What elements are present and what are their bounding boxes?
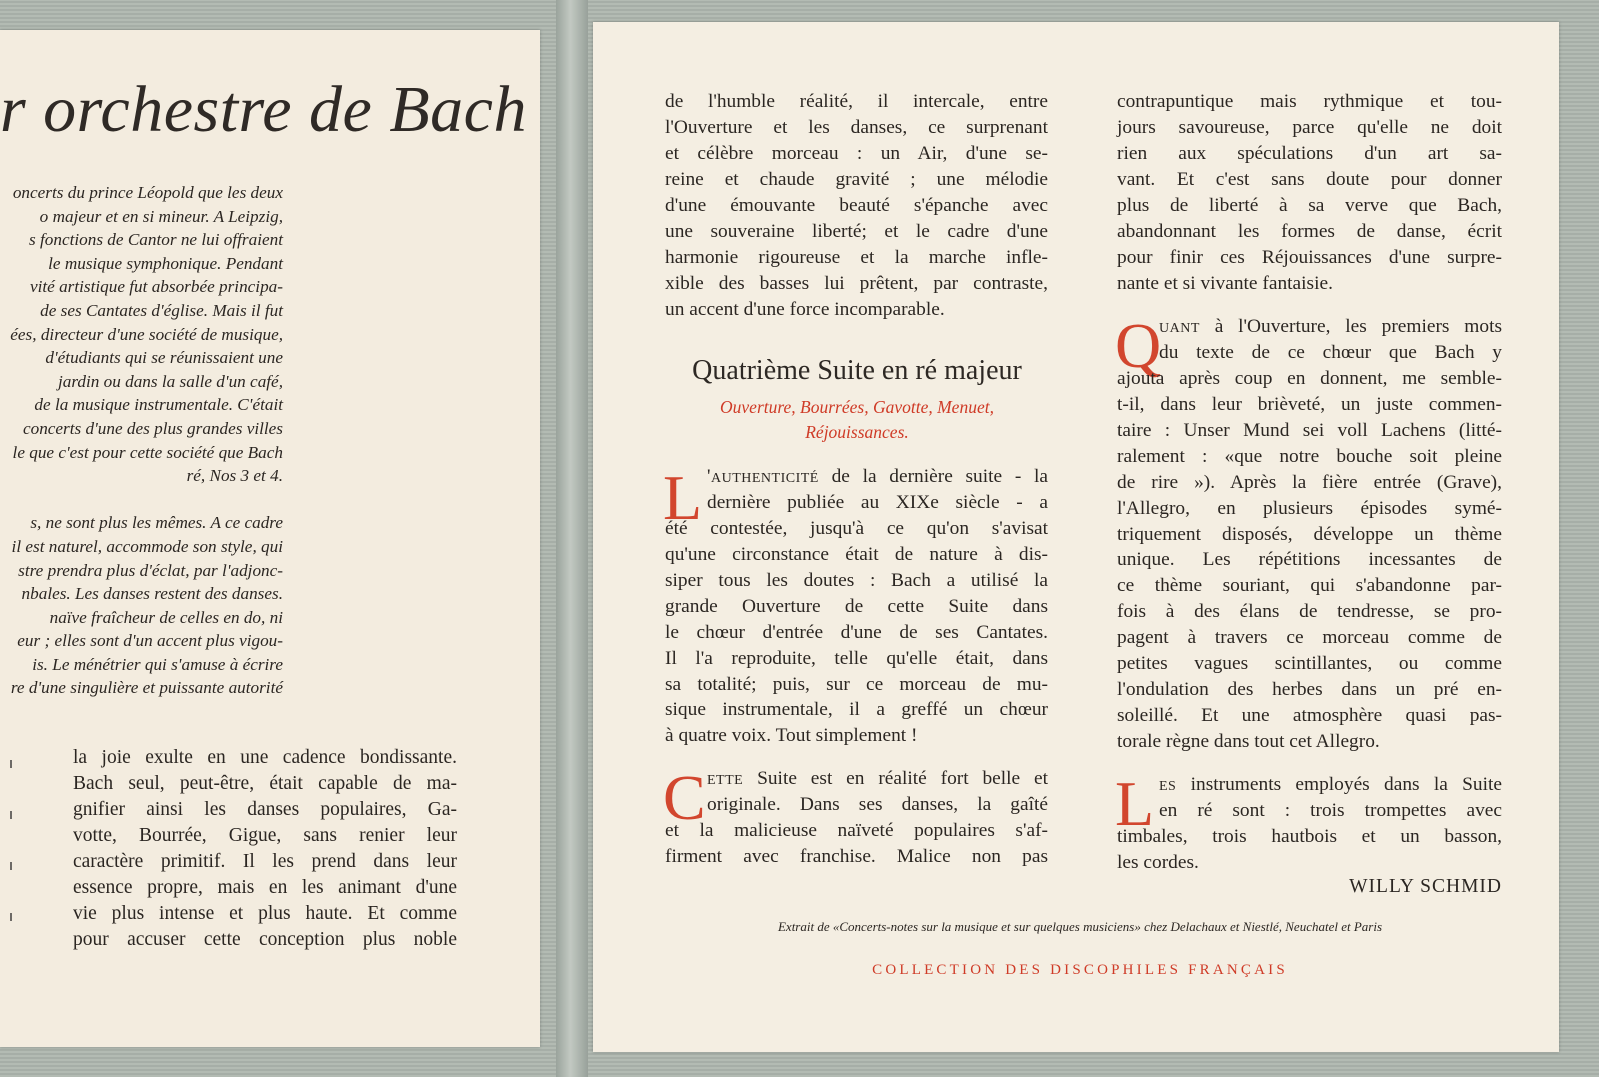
text-line: l'Allegro, en plusieurs épisodes symé- [1117,497,1502,519]
text-line: ées, directeur d'une société de musique, [10,324,283,344]
text-line: t-il, dans leur brièveté, un juste commen- [1117,393,1502,415]
text-line: ralement : «que notre bouche soit pleine [1117,445,1502,467]
text-line: qu'une circonstance était de nature à dis- [665,543,1048,565]
text-line: naïve fraîcheur de celles en do, ni [49,607,283,627]
text-line: jardin ou dans la salle d'un café, [57,371,283,391]
text-line: gnifier ainsi les danses populaires, Ga- [73,799,457,820]
text-line: un accent d'une force incomparable. [665,298,945,320]
text-line: le musique symphonique. Pendant [48,253,283,273]
para1-lead: 'authenticité [707,466,819,487]
drop-cap-c: C [663,762,706,833]
para2-lead: ette [707,768,744,789]
text-line: votte, Bourrée, Gigue, sans renier leur [73,825,457,846]
text-line: oncerts du prince Léopold que les deux [12,183,283,202]
text-line: triquement disposés, développe un thème [1117,523,1502,545]
col-b-intro-text [1117,89,1502,297]
text-line: abandonnant les formes de danse, écrit [1117,220,1502,242]
text-line: été contestée, jusqu'à ce qu'on s'avisat [665,517,1048,539]
text-line: siper tous les doutes : Bach a utilisé la [665,569,1048,591]
text-line: essence propre, mais en les animant d'une [73,877,457,898]
drop-cap-q: Q [1115,310,1162,381]
paragraph-authenticite [665,464,1048,749]
text-line: vité artistique fut absorbée principa- [29,277,283,297]
para4-lead: es [1159,774,1177,795]
text-line: unique. Les répétitions incessantes de [1117,549,1502,571]
text-line: reine et chaude gravité ; une mélodie [665,168,1048,190]
text-line: d'une émouvante beauté s'épanche avec [665,194,1048,216]
text-line: vant. Et c'est sans doute pour donner [1117,168,1502,190]
text-line: s fonctions de Cantor ne lui offraient [29,230,283,250]
text-line: pagent à travers ce morceau comme de [1117,627,1502,649]
text-line: ce thème souriant, qui s'abandonne par- [1117,575,1502,597]
text-line: sique instrumentale, il a greffé un chœur [665,699,1048,721]
text-line: Bach seul, peut-être, était capable de ma- [73,773,457,794]
para2-first: Suite est en réalité fort belle et [757,768,1048,789]
text-line: firment avec franchise. Malice non pas [665,845,1048,867]
text-line: le chœur d'entrée d'une de ses Cantates. [665,621,1048,643]
text-line: re d'une singulière et puissante autorité [10,678,283,698]
text-line: grande Ouverture de cette Suite dans [665,595,1048,617]
text-line: le que c'est pour cette société que Bach [12,442,283,462]
para1-line2: dernière publiée au XIXe siècle - a [707,491,1048,513]
paragraph-instruments [1115,768,1502,876]
para4-line2: en ré sont : trois trompettes avec [1159,799,1502,821]
text-line: o majeur et en si mineur. A Leipzig, [39,206,283,226]
text-line: de l'humble réalité, il intercale, entre [665,91,1048,112]
drop-cap-l: L [663,462,703,533]
text-line: s, ne sont plus les mêmes. A ce cadre [30,513,283,533]
section-heading: Quatrième Suite en ré majeur [692,355,1022,386]
left-roman-text [73,745,457,953]
text-line: timbales, trois hautbois et un basson, [1117,825,1502,847]
text-line: une souveraine liberté; et le cadre d'une [665,220,1048,242]
text-line: torale règne dans tout cet Allegro. [1117,731,1380,752]
text-line: eur ; elles sont d'un accent plus vigou- [17,631,283,651]
text-line: concerts d'une des plus grandes villes [22,418,283,438]
text-line: taire : Unser Mund sei voll Lachens (litté- [1117,419,1502,441]
text-line: à quatre voix. Tout simplement ! [665,725,918,747]
text-line: nante et si vivante fantaisie. [1117,272,1333,294]
text-line [0,488,283,512]
text-line: de ses Cantates d'église. Mais il fut [40,300,283,320]
para4-first: instruments employés dans la Suite [1190,774,1502,795]
text-line: de rire »). Après la fière entrée (Grave), [1117,471,1502,493]
text-line: pour finir ces Réjouissances d'une surpre- [1117,246,1502,268]
text-line: plus de liberté à sa verve que Bach, [1117,194,1502,216]
text-line: fois à des élans de tendresse, se pro- [1117,601,1502,623]
text-line: la joie exulte en une cadence bondissante. [73,747,457,768]
text-line: stre prendra plus d'éclat, par l'adjonc- [18,560,283,580]
text-line: d'étudiants qui se réunissaient une [45,348,283,368]
text-line: les cordes. [1117,851,1199,873]
para3-lead: uant [1159,316,1200,337]
movements-line-2: Réjouissances. [805,422,909,442]
text-line: l'ondulation des herbes dans un pré en- [1117,679,1502,701]
left-page-title: r orchestre de Bach [0,73,527,146]
text-line: il est naturel, accommode son style, qui [11,536,283,556]
text-line: pour accuser cette conception plus noble [73,929,457,950]
author-signature: WILLY SCHMID [1349,876,1502,897]
margin-marks [10,760,18,964]
para1-first: de la dernière suite - la [831,466,1048,487]
text-line: vie plus intense et plus haute. Et comme [73,903,457,924]
text-line: de la musique instrumentale. C'était [34,395,283,415]
text-line: Il l'a reproduite, telle qu'elle était, dans [665,647,1048,669]
text-line: sa totalité; puis, sur ce morceau de mu- [665,673,1048,695]
text-line: jours savoureuse, parce qu'elle ne doit [1117,116,1502,138]
collection-name: COLLECTION DES DISCOPHILES FRANÇAIS [872,962,1288,978]
text-line: l'Ouverture et les danses, ce surprenant [665,116,1048,138]
text-line: petites vagues scintillantes, ou comme [1117,653,1502,675]
text-line: contrapuntique mais rythmique et tou- [1117,91,1502,112]
text-line: ré, Nos 3 et 4. [186,466,283,486]
paragraph-quant [1115,310,1503,755]
para3-first: à l'Ouverture, les premiers mots [1214,316,1503,337]
text-line: harmonie rigoureuse et la marche infle- [665,246,1048,268]
text-line: et la malicieuse naïveté populaires s'af- [665,819,1048,841]
text-line: xible des basses lui prêtent, par contraste, [665,272,1048,294]
drop-cap-l2: L [1115,768,1155,839]
left-italic-text [0,181,283,700]
text-line: caractère primitif. Il les prend dans leur [73,851,457,872]
paragraph-cette-suite [663,762,1048,870]
text-line: is. Le ménétrier qui s'amuse à écrire [32,654,283,674]
movements-line-1: Ouverture, Bourrées, Gavotte, Menuet, [720,397,994,417]
para3-line2: du texte de ce chœur que Bach y [1159,341,1502,363]
para2-line2: originale. Dans ses danses, la gaîté [707,793,1048,815]
text-line: soleillé. Et une atmosphère quasi pas- [1117,705,1502,727]
booklet-spine [556,0,588,1077]
text-line: ajouta après coup en donnent, me semble- [1117,367,1502,389]
text-line: et célèbre morceau : un Air, d'une se- [665,142,1048,164]
col-a-intro-text [665,89,1048,322]
source-footnote: Extrait de «Concerts-notes sur la musique et sur quelques musiciens» chez Delachaux et Niestlé, Neuchatel et Paris [777,919,1383,934]
text-line: nbales. Les danses restent des danses. [21,584,283,604]
text-line: rien aux spéculations d'un art sa- [1117,142,1502,164]
